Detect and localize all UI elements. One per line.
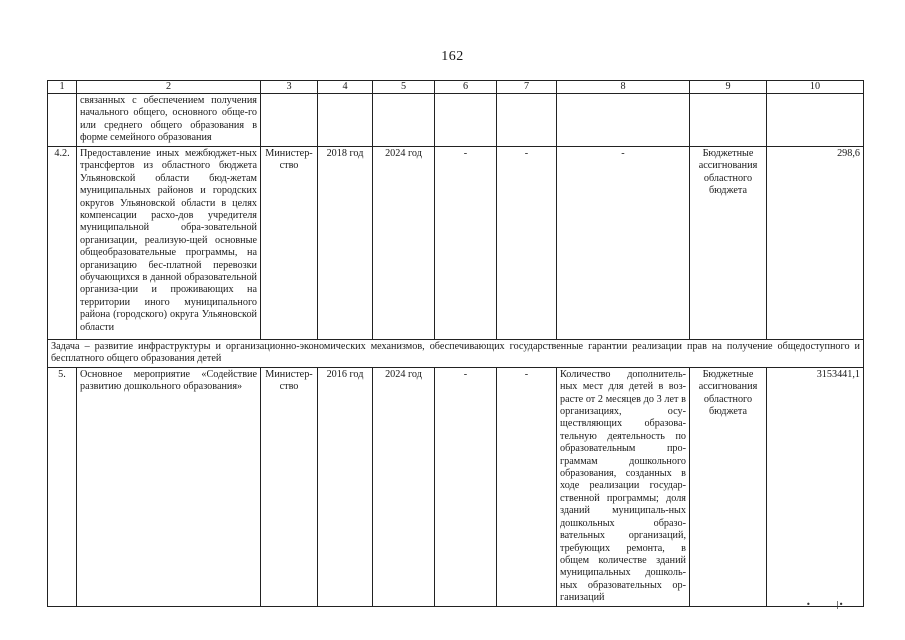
row-end-year: 2024 год <box>373 367 435 606</box>
header-cell: 10 <box>767 81 864 94</box>
row-number: 5. <box>48 367 77 606</box>
task-text: Задача – развитие инфраструктуры и организационно-экономических механизмов, обеспечивающих государственные гарантии реализации прав на получение общедоступного и бесплатного общего образования детей <box>48 340 864 368</box>
row-amount <box>767 94 864 147</box>
row-amount: 3153441,1 <box>767 367 864 606</box>
row-col6 <box>435 94 497 147</box>
row-indicator: Количество дополнитель-ных мест для детей в воз-расте от 2 месяцев до 3 лет в организациях, осу-ществляющих образова-тельную деятельность по образовательным про-граммам дошкольного образования, созданных в ходе реализации государ-ственной программы; доля зданий муниципаль-ных дошкольных образо-вательных организаций, требующих ремонта, в общем количестве зданий муниципальных дошколь-ных образовательных ор-ганизаций <box>557 367 690 606</box>
row-indicator: - <box>557 147 690 340</box>
row-source <box>690 94 767 147</box>
table-row <box>48 147 864 340</box>
task-row <box>48 340 864 368</box>
row-col6: - <box>435 147 497 340</box>
header-cell: 9 <box>690 81 767 94</box>
program-table <box>47 80 864 607</box>
row-source: Бюджетные ассигнования областного бюджета <box>690 367 767 606</box>
header-cell: 3 <box>261 81 318 94</box>
row-executor <box>261 94 318 147</box>
row-amount: 298,6 <box>767 147 864 340</box>
row-col7: - <box>497 147 557 340</box>
row-end-year: 2024 год <box>373 147 435 340</box>
header-cell: 8 <box>557 81 690 94</box>
row-start-year: 2018 год <box>318 147 373 340</box>
row-number: 4.2. <box>48 147 77 340</box>
header-cell: 5 <box>373 81 435 94</box>
header-cell: 1 <box>48 81 77 94</box>
row-executor: Министер-ство <box>261 147 318 340</box>
row-executor: Министер-ство <box>261 367 318 606</box>
row-number <box>48 94 77 147</box>
row-description: Основное мероприятие «Содействие развитию дошкольного образования» <box>77 367 261 606</box>
table-row <box>48 367 864 606</box>
row-start-year: 2016 год <box>318 367 373 606</box>
header-cell: 7 <box>497 81 557 94</box>
header-cell: 2 <box>77 81 261 94</box>
row-source: Бюджетные ассигнования областного бюджета <box>690 147 767 340</box>
row-end-year <box>373 94 435 147</box>
row-indicator <box>557 94 690 147</box>
scan-artifact-mark: • <box>806 600 811 609</box>
row-col7 <box>497 94 557 147</box>
header-cell: 4 <box>318 81 373 94</box>
header-cell: 6 <box>435 81 497 94</box>
scan-artifact-mark: |• <box>836 600 844 609</box>
row-description: Предоставление иных межбюджет-ных трансфертов из областного бюджета Ульяновской области бюд-жетам муниципальных районов и городских округов Ульяновской области в целях компенсации расхо-дов учредителя муниципальной обра-зовательной организации, реализую-щей основные общеобразовательные программы, на организацию бес-платной перевозки обучающихся в данной образовательной организа-ции и проживающих на территории иного муниципального района (городского) округа Ульяновской области <box>77 147 261 340</box>
row-col6: - <box>435 367 497 606</box>
page-number: 162 <box>441 49 464 64</box>
row-col7: - <box>497 367 557 606</box>
row-description: связанных с обеспечением получения начального общего, основного обще-го или среднего общего образования в форме семейного образования <box>77 94 261 147</box>
table-row <box>48 94 864 147</box>
row-start-year <box>318 94 373 147</box>
table-header-row <box>48 81 864 94</box>
